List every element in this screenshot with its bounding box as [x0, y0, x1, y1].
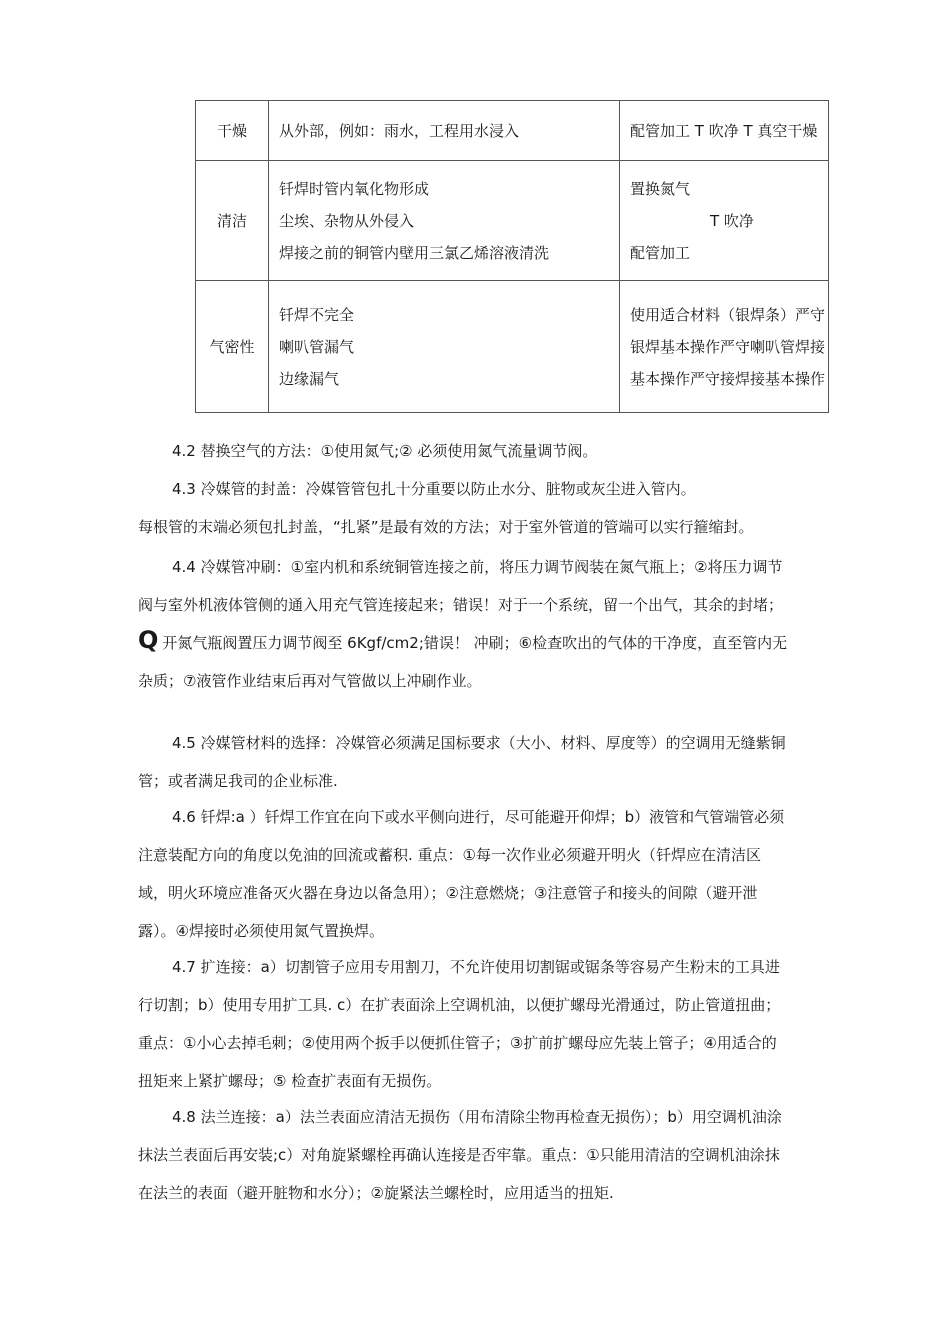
paragraph-4-3 [138, 470, 830, 546]
paragraph-line-text: 开氮气瓶阀置压力调节阀至 6Kgf/cm2;错误！ 冲刷；⑥检查吹出的气体的干净度，直至管内无 [162, 634, 788, 652]
paragraph-4-7 [138, 948, 830, 1100]
measure-line: 银焊基本操作严守喇叭管焊接 [630, 337, 826, 356]
paragraph-line: 露）。④焊接时必须使用氮气置换焊。 [138, 922, 384, 940]
stray-glyph: Q [138, 626, 159, 654]
cause-line: 钎焊时管内氧化物形成 [279, 179, 430, 198]
measure-line: 基本操作严守接焊接基本操作 [630, 369, 826, 388]
paragraph-line: 4.6 钎焊:a ）钎焊工作宜在向下或水平侧向进行，尽可能避开仰焊；b）液管和气管端管必须 [172, 808, 785, 826]
causes-cell [269, 101, 620, 161]
paragraph-line: 域，明火环境应准备灭火器在身边以备急用）；②注意燃烧；③注意管子和接头的间隙（避开泄 [138, 884, 758, 902]
paragraph-line: 杂质；⑦液管作业结束后再对气管做以上冲刷作业。 [138, 672, 482, 690]
paragraph-4-6 [138, 798, 830, 950]
cause-line: 焊接之前的铜管内壁用三氯乙烯溶液清洗 [279, 243, 550, 262]
paragraph-4-4 [138, 548, 830, 700]
paragraph-line: 扭矩来上紧扩螺母；⑤ 检查扩表面有无损伤。 [138, 1072, 442, 1090]
table-row [196, 161, 829, 281]
paragraph-line: 4.8 法兰连接：a）法兰表面应清洁无损伤（用布清除尘物再检查无损伤）；b）用空调机油涂 [172, 1108, 782, 1126]
measure-line: 配管加工 [630, 243, 691, 262]
cause-line: 喇叭管漏气 [279, 337, 355, 356]
measure-line: 置换氮气 [630, 179, 691, 198]
paragraph-4-2 [138, 432, 830, 470]
paragraph-4-5 [138, 724, 830, 800]
paragraph-line: 4.3 冷媒管的封盖：冷媒管管包扎十分重要以防止水分、脏物或灰尘进入管内。 [172, 480, 696, 498]
paragraph-line-with-glyph [138, 624, 830, 662]
paragraph-line: 抹法兰表面后再安装;c）对角旋紧螺栓再确认连接是否牢靠。重点：①只能用清洁的空调机油涂抹 [138, 1146, 780, 1164]
paragraph-line: 行切割；b）使用专用扩工具. c）在扩表面涂上空调机油，以便扩螺母光滑通过，防止管道扭曲； [138, 996, 781, 1014]
paragraph-line: 4.2 替换空气的方法：①使用氮气;② 必须使用氮气流量调节阀。 [172, 442, 598, 460]
measure-line: 配管加工 T 吹净 T 真空干燥 [630, 121, 818, 140]
causes-cell [269, 161, 620, 281]
category-cell: 气密性 [196, 281, 269, 413]
cause-line: 边缘漏气 [279, 369, 340, 388]
table-row [196, 281, 829, 413]
measures-cell [620, 101, 829, 161]
requirements-table [195, 100, 829, 413]
measures-cell [620, 161, 829, 281]
paragraph-line: 4.4 冷媒管冲刷：①室内机和系统铜管连接之前，将压力调节阀装在氮气瓶上；②将压力调节 [172, 558, 783, 576]
paragraph-4-8 [138, 1098, 830, 1212]
paragraph-line: 重点：①小心去掉毛刺；②使用两个扳手以便抓住管子；③扩前扩螺母应先装上管子；④用适合的 [138, 1034, 777, 1052]
measures-cell [620, 281, 829, 413]
table-row [196, 101, 829, 161]
paragraph-line: 在法兰的表面（避开脏物和水分）；②旋紧法兰螺栓时，应用适当的扭矩. [138, 1184, 614, 1202]
paragraph-line: 管；或者满足我司的企业标准. [138, 772, 338, 790]
paragraph-line: 4.5 冷媒管材料的选择：冷媒管必须满足国标要求（大小、材料、厚度等）的空调用无缝紫铜 [172, 734, 786, 752]
cause-line: 尘埃、杂物从外侵入 [279, 211, 415, 230]
causes-cell [269, 281, 620, 413]
paragraph-line: 4.7 扩连接：a）切割管子应用专用割刀，不允许使用切割锯或锯条等容易产生粉末的工具进 [172, 958, 780, 976]
category-cell: 清洁 [196, 161, 269, 281]
category-cell: 干燥 [196, 101, 269, 161]
cause-line: 钎焊不完全 [279, 305, 355, 324]
measure-line: 使用适合材料（银焊条）严守 [630, 305, 826, 324]
measure-line: T 吹净 [710, 211, 754, 230]
paragraph-line: 阀与室外机液体管侧的通入用充气管连接起来；错误！对于一个系统，留一个出气，其余的封堵； [138, 596, 784, 614]
cause-line: 从外部，例如：雨水，工程用水浸入 [279, 121, 520, 140]
paragraph-line: 注意装配方向的角度以免油的回流或蓄积. 重点：①每一次作业必须避开明火（钎焊应在清洁区 [138, 846, 761, 864]
paragraph-line: 每根管的末端必须包扎封盖，“扎紧”是最有效的方法；对于室外管道的管端可以实行箍缩封。 [138, 518, 754, 536]
